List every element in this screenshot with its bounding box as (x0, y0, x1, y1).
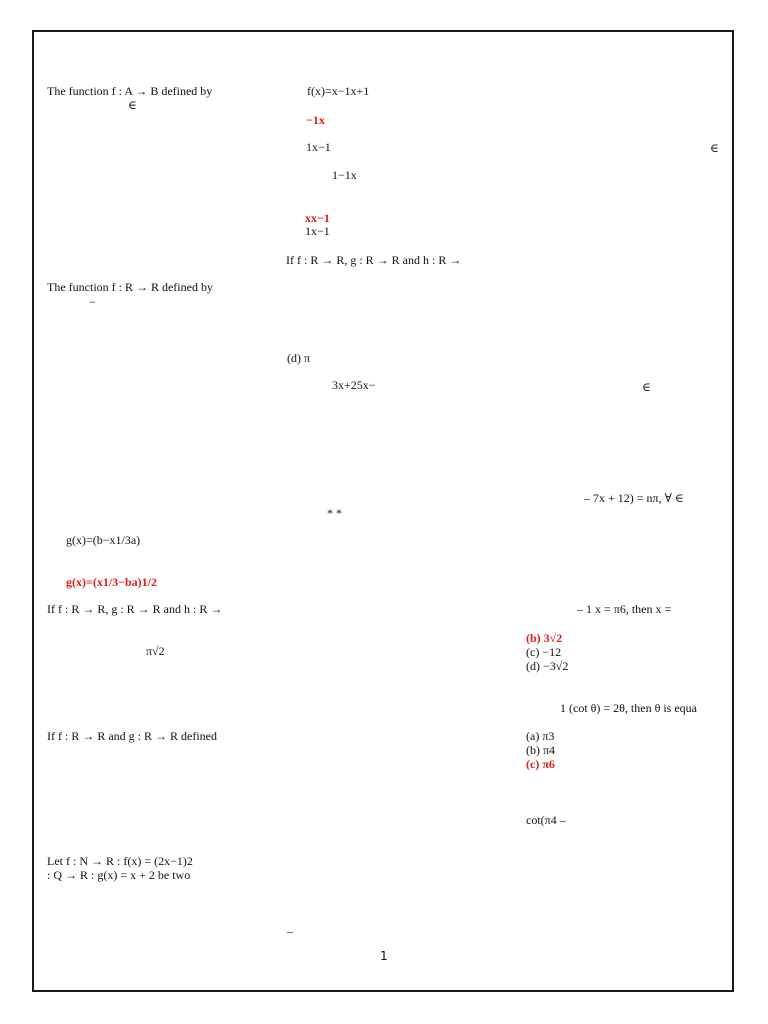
question-4-option-c: (c) −12 (526, 645, 562, 659)
bottom-dash: – (287, 924, 293, 938)
element-of-symbol-right-1: ∈ (710, 141, 719, 155)
question-1-answer-d-denominator: 1x−1 (305, 224, 330, 238)
question-3-answer: g(x)=(x1/3−ba)1/2 (66, 575, 158, 589)
question-2-stem: The function f : R → R defined by (47, 280, 213, 294)
element-of-symbol-right-2: ∈ (642, 380, 651, 394)
asterisk-marks: * * (327, 506, 342, 520)
minus-symbol: − (89, 295, 96, 309)
question-2-stem-middle: If f : R → R, g : R → R and h : R → (286, 253, 462, 267)
question-1-formula: f(x)=x−1x+1 (307, 84, 370, 98)
question-6-right-text: cot(π4 – (526, 813, 566, 827)
question-4-stem: If f : R → R, g : R → R and h : R → (47, 602, 223, 616)
question-5-stem: If f : R → R and g : R → R defined (47, 729, 217, 743)
question-4-fragment: π√2 (146, 644, 165, 658)
question-1-option-c: 1−1x (332, 168, 357, 182)
element-of-symbol: ∈ (128, 98, 137, 112)
question-3-right-text: – 7x + 12) = nπ, ∀ ∈ (584, 491, 684, 505)
question-6-line-2: : Q → R : g(x) = x + 2 be two (47, 868, 191, 882)
question-1-answer-a: −1x (306, 113, 325, 127)
question-1-option-b: 1x−1 (306, 140, 331, 154)
question-1-stem: The function f : A → B defined by (47, 84, 213, 98)
question-6-line-1: Let f : N → R : f(x) = (2x−1)2 (47, 854, 193, 868)
question-5-answer-c: (c) π6 (526, 757, 555, 771)
question-1-answer-d-numerator: xx−1 (305, 211, 330, 225)
question-5-option-b: (b) π4 (526, 743, 556, 757)
question-5-option-a: (a) π3 (526, 729, 555, 743)
question-2-option-d: (d) π (287, 351, 311, 365)
page-border (32, 30, 734, 992)
question-4-right-text: – 1 x = π6, then x = (577, 602, 672, 616)
question-4-answer-b: (b) 3√2 (526, 631, 563, 645)
page-number: 1 (380, 949, 388, 963)
question-3-formula: g(x)=(b−x1/3a) (66, 533, 141, 547)
question-5-right-text: 1 (cot θ) = 2θ, then θ is equa (560, 701, 697, 715)
question-3-formula-middle: 3x+25x− (332, 378, 376, 392)
question-4-option-d: (d) −3√2 (526, 659, 569, 673)
